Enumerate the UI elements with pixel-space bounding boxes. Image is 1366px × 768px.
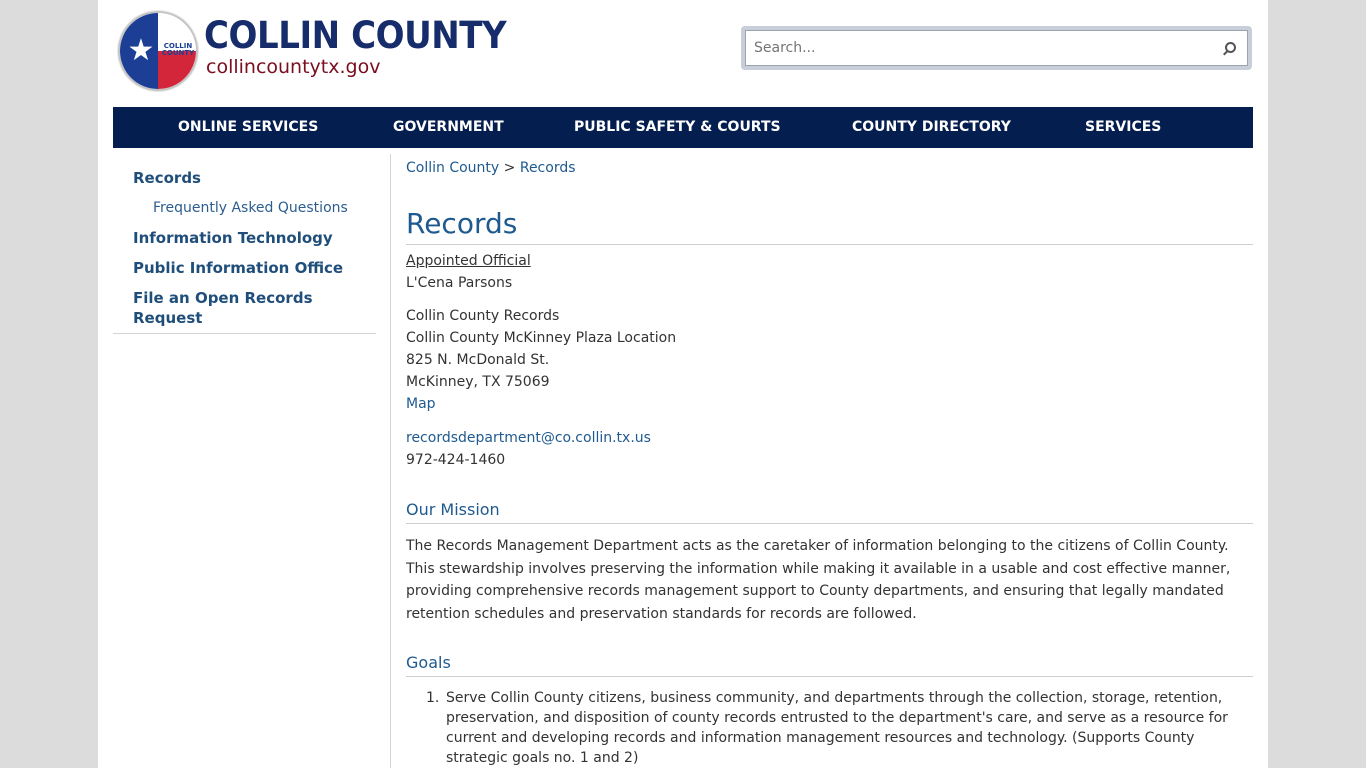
site-url[interactable]: collincountytx.gov xyxy=(206,56,381,78)
star-icon: ★ xyxy=(127,33,155,68)
page-title: Records xyxy=(406,205,1253,245)
breadcrumb-separator: > xyxy=(503,160,516,176)
page xyxy=(98,0,1268,768)
search-button[interactable] xyxy=(1215,30,1248,66)
nav-public-safety-courts[interactable]: PUBLIC SAFETY & COURTS xyxy=(574,119,781,135)
column-divider xyxy=(390,154,391,768)
address-line: 825 N. McDonald St. xyxy=(406,352,550,368)
address-block xyxy=(406,305,1253,415)
search-input[interactable] xyxy=(745,30,1215,66)
appointed-official-link[interactable]: Appointed Official xyxy=(406,253,531,269)
breadcrumb-current[interactable]: Records xyxy=(519,160,576,176)
nav-county-directory[interactable]: COUNTY DIRECTORY xyxy=(852,119,1011,135)
site-title[interactable]: COLLIN COUNTY xyxy=(204,14,507,57)
search-box xyxy=(741,26,1252,70)
search-icon xyxy=(1225,42,1236,53)
breadcrumb-home[interactable]: Collin County xyxy=(406,160,500,176)
list-item xyxy=(426,688,1246,768)
goal-number: 1. xyxy=(426,690,440,706)
goals-heading: Goals xyxy=(406,651,1253,677)
sidebar-item-faq[interactable]: Frequently Asked Questions xyxy=(153,200,348,216)
sidebar-item-information-technology[interactable]: Information Technology xyxy=(133,229,333,247)
contact-block xyxy=(406,427,1253,471)
sidebar-item-public-information-office[interactable]: Public Information Office xyxy=(133,259,344,277)
nav-online-services[interactable]: ONLINE SERVICES xyxy=(178,119,319,135)
address-line: Collin County McKinney Plaza Location xyxy=(406,330,677,346)
mission-heading: Our Mission xyxy=(406,498,1253,524)
address-line: Collin County Records xyxy=(406,308,560,324)
seal-text: COLLIN COUNTY xyxy=(161,42,195,57)
sidebar-divider xyxy=(113,333,376,334)
county-seal-logo[interactable] xyxy=(118,11,198,91)
main-nav xyxy=(113,107,1253,148)
sidebar-item-records[interactable]: Records xyxy=(133,169,201,187)
official-block xyxy=(406,250,1253,294)
nav-government[interactable]: GOVERNMENT xyxy=(393,119,504,135)
sidebar-item-open-records-request[interactable]: File an Open Records Request xyxy=(133,289,313,327)
breadcrumb xyxy=(406,157,576,179)
official-name: L'Cena Parsons xyxy=(406,275,513,291)
email-link[interactable]: recordsdepartment@co.collin.tx.us xyxy=(406,430,651,446)
address-line: McKinney, TX 75069 xyxy=(406,374,550,390)
mission-text: The Records Management Department acts as the caretaker of information belonging to the citizens of Collin County. This stewardship involves preserving the information while making it available in a usable and cost effective manner, providing comprehensive records management support to County departments, and ensuring that legally mandated retention schedules and preservation standards for records are followed. xyxy=(406,538,1231,622)
nav-services[interactable]: SERVICES xyxy=(1085,119,1162,135)
goals-list xyxy=(426,688,1246,768)
map-link[interactable]: Map xyxy=(406,396,436,412)
goal-text: Serve Collin County citizens, business community, and departments through the collection, storage, retention, preservation, and disposition of county records entrusted to the department's care, and serve as a resource for current and developing records and information management resources and technology. (Supports County strategic goals no. 1 and 2) xyxy=(446,690,1228,766)
phone-number: 972-424-1460 xyxy=(406,452,506,468)
